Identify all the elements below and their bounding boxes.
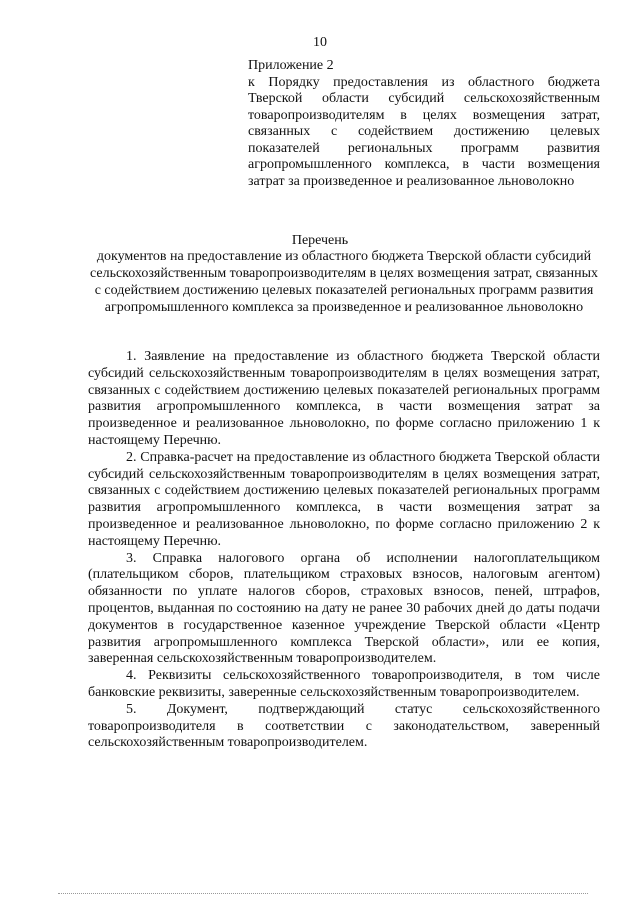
list-subtitle: документов на предоставление из областного бюджета Тверской области субсидий сельскохозяйственным товаропроизводителям в целях возмещения затрат, связанных с содействием достижению целевых показателей региональных программ развития агропромышленного комплекса за произведенное и реализованное льноволокно <box>90 249 598 315</box>
appendix-text: к Порядку предоставления из областного бюджета Тверской области субсидий сельскохозяйственным товаропроизводителям в целях возмещения затрат, связанных с содействием достижению целевых показателей региональных программ развития агропромышленного комплекса, в части возмещения затрат за произведенное и реализованное льноволокно <box>248 74 600 189</box>
list-item: 1. Заявление на предоставление из областного бюджета Тверской области субсидий сельскохозяйственным товаропроизводителям в целях возмещения затрат, связанных с содействием достижению целевых показателей региональных программ развития агропромышленного комплекса, в части возмещения затрат за произведенное и реализованное льноволокно, по форме согласно приложению 1 к настоящему Перечню. <box>88 349 600 448</box>
list-item: 5. Документ, подтверждающий статус сельскохозяйственного товаропроизводителя в соответствии с законодательством, заверенный сельскохозяйственным товаропроизводителем. <box>88 701 600 751</box>
document-list <box>88 349 600 752</box>
list-item: 2. Справка-расчет на предоставление из областного бюджета Тверской области субсидий сельскохозяйственным товаропроизводителям в целях возмещения затрат, связанных с содействием достижению целевых показателей региональных программ развития агропромышленного комплекса, в части возмещения затрат за произведенное и реализованное льноволокно, по форме согласно приложению 2 к настоящему Перечню. <box>88 449 600 549</box>
list-item: 4. Реквизиты сельскохозяйственного товаропроизводителя, в том числе банковские реквизиты, заверенные сельскохозяйственным товаропроизводителем. <box>88 668 600 700</box>
page-number: 10 <box>313 35 327 50</box>
appendix-title: Приложение 2 <box>248 58 334 73</box>
list-title: Перечень <box>291 233 349 248</box>
footer-divider <box>58 893 588 894</box>
appendix-block <box>248 58 600 190</box>
list-item: 3. Справка налогового органа об исполнении налогоплательщиком (плательщиком сборов, плательщиком страховых взносов, налоговым агентом) обязанности по уплате налогов сборов, страховых взносов, пеней, штрафов, процентов, выданная по состоянию на дату не ранее 30 рабочих дней до даты подачи документов в государственное казенное учреждение Тверской области «Центр развития агропромышленного комплекса Тверской области», или ее копия, заверенная сельскохозяйственным товаропроизводителем. <box>88 550 600 667</box>
